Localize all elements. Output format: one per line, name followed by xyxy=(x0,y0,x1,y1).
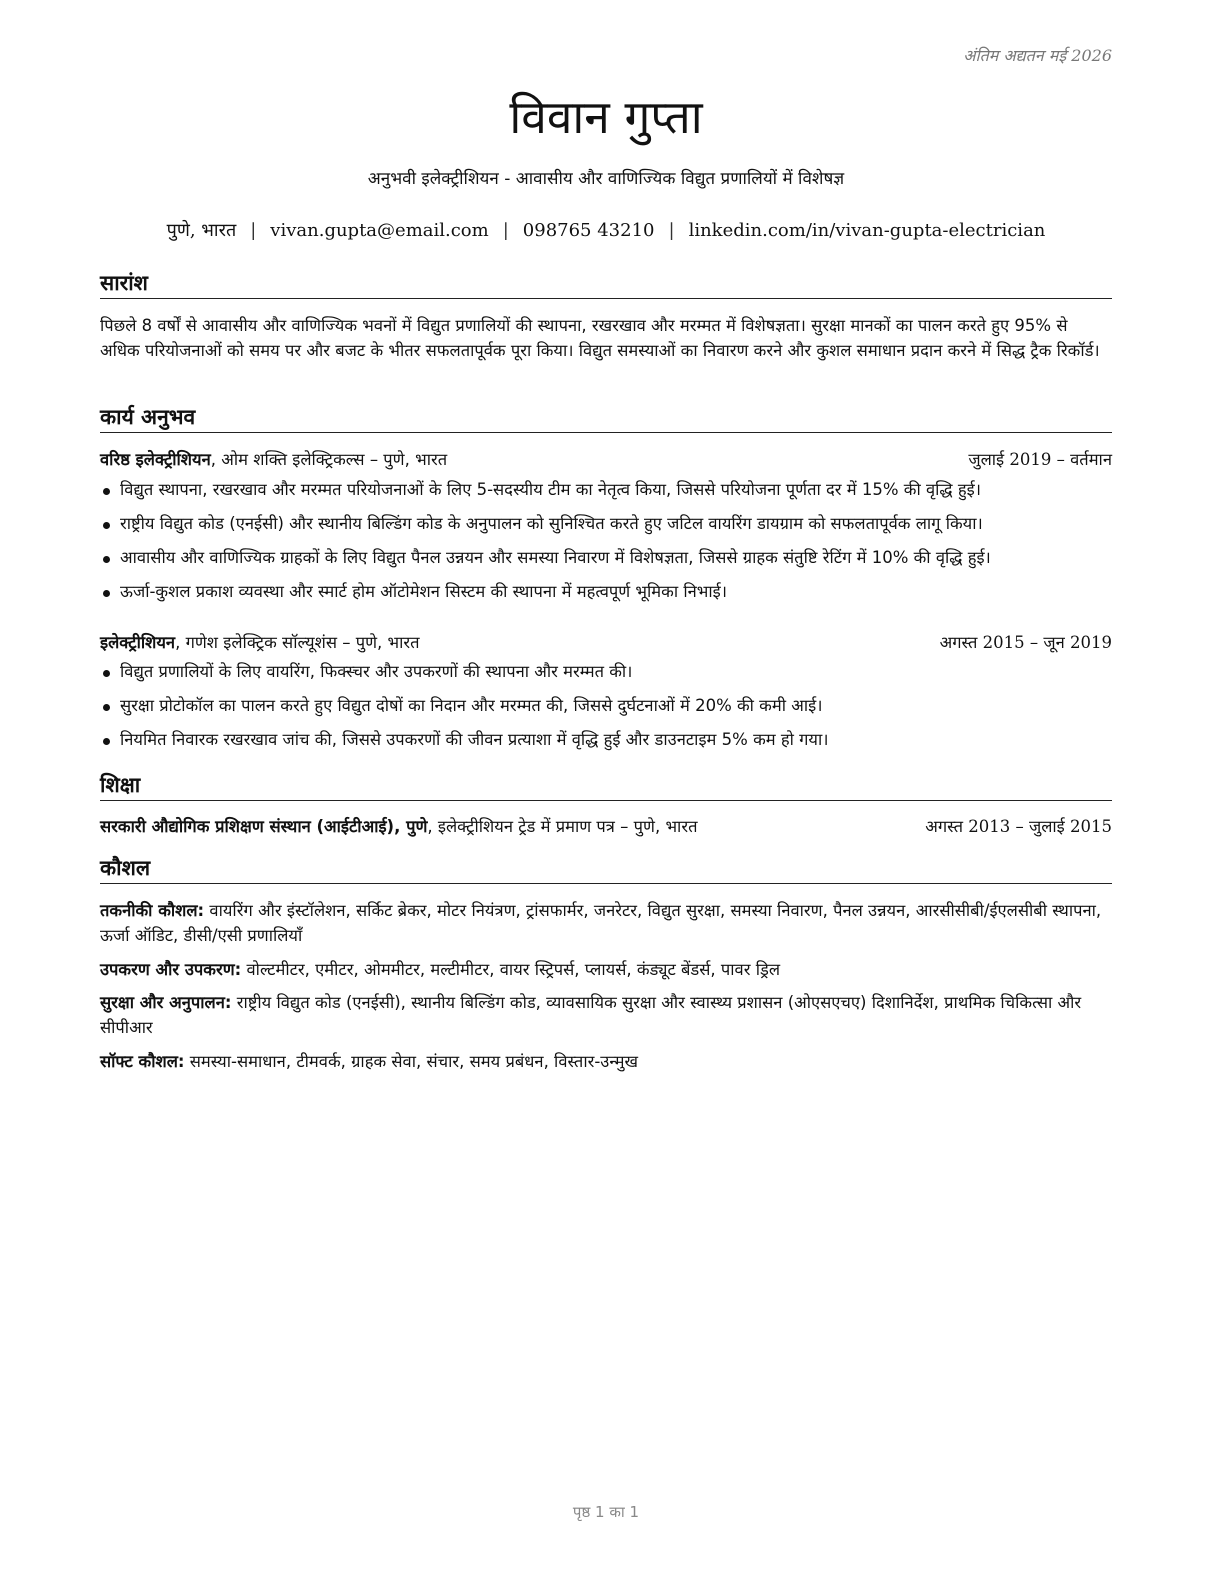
contact-location: पुणे, भारत xyxy=(166,220,237,241)
skill-group-tools xyxy=(100,957,1112,982)
contact-email[interactable]: vivan.gupta@email.com xyxy=(270,220,489,241)
list-item: ऊर्जा-कुशल प्रकाश व्यवस्था और स्मार्ट होम ऑटोमेशन सिस्टम की स्थापना में महत्वपूर्ण भूमिका निभाई। xyxy=(100,580,1112,604)
education-entry xyxy=(100,815,1112,839)
list-item: विद्युत स्थापना, रखरखाव और मरम्मत परियोजनाओं के लिए 5-सदस्यीय टीम का नेतृत्व किया, जिससे परियोजना पूर्णता दर में 15% की वृद्धि हुई। xyxy=(100,478,1112,502)
candidate-name: विवान गुप्ता xyxy=(509,90,703,144)
skill-group-technical xyxy=(100,898,1112,948)
list-item: नियमित निवारक रखरखाव जांच की, जिससे उपकरणों की जीवन प्रत्याशा में वृद्धि हुई और डाउनटाइम 5% कम हो गया। xyxy=(100,728,1112,752)
job-company: , ओम शक्ति इलेक्ट्रिकल्स – पुणे, भारत xyxy=(210,450,448,469)
education-line xyxy=(100,815,697,839)
skill-text: समस्या-समाधान, टीमवर्क, ग्राहक सेवा, संचार, समय प्रबंधन, विस्तार-उन्मुख xyxy=(184,1052,638,1071)
list-item: राष्ट्रीय विद्युत कोड (एनईसी) और स्थानीय बिल्डिंग कोड के अनुपालन को सुनिश्चित करते हुए जटिल वायरिंग डायग्राम को सफलतापूर्वक लागू किया। xyxy=(100,512,1112,536)
job-bullets xyxy=(100,478,1112,604)
contact-linkedin[interactable]: linkedin.com/in/vivan-gupta-electrician xyxy=(688,220,1046,241)
education-institution: सरकारी औद्योगिक प्रशिक्षण संस्थान (आईटीआई), पुणे xyxy=(100,817,428,836)
summary-text: पिछले 8 वर्षों से आवासीय और वाणिज्यिक भवनों में विद्युत प्रणालियों की स्थापना, रखरखाव और मरम्मत में विशेषज्ञता। सुरक्षा मानकों का पालन करते हुए 95% से अधिक परियोजनाओं को समय पर और बजट के भीतर सफलतापूर्वक पूरा किया। विद्युत समस्याओं का निवारण करने और कुशल समाधान प्रदान करने में सिद्ध ट्रैक रिकॉर्ड। xyxy=(100,316,1100,360)
education-detail: , इलेक्ट्रीशियन ट्रेड में प्रमाण पत्र – पुणे, भारत xyxy=(427,817,698,836)
last-updated: अंतिम अद्यतन मई 2026 xyxy=(963,46,1112,65)
contact-separator: | xyxy=(668,220,675,241)
job-title-line xyxy=(100,631,420,655)
job-header xyxy=(100,448,1112,472)
skills-heading: कौशल xyxy=(100,853,1112,884)
job-dates: अगस्त 2015 – जून 2019 xyxy=(939,633,1112,652)
contact-phone[interactable]: 098765 43210 xyxy=(522,220,655,241)
experience-heading: कार्य अनुभव xyxy=(100,402,1112,433)
skill-text: वायरिंग और इंस्टॉलेशन, सर्किट ब्रेकर, मोटर नियंत्रण, ट्रांसफार्मर, जनरेटर, विद्युत सुरक्षा, समस्या निवारण, पैनल उन्नयन, आरसीसीबी/ईएलसीबी स्थापना, ऊर्जा ऑडिट, डीसी/एसी प्रणालियाँ xyxy=(100,901,1102,945)
skill-text: राष्ट्रीय विद्युत कोड (एनईसी), स्थानीय बिल्डिंग कोड, व्यावसायिक सुरक्षा और स्वास्थ्य प्रशासन (ओएसएचए) दिशानिर्देश, प्राथमिक चिकित्सा और सीपीआर xyxy=(100,993,1082,1037)
summary-heading: सारांश xyxy=(100,268,1112,299)
skill-text: वोल्टमीटर, एमीटर, ओममीटर, मल्टीमीटर, वायर स्ट्रिपर्स, प्लायर्स, कंड्यूट बेंडर्स, पावर ड्रिल xyxy=(241,960,781,979)
skill-label: तकनीकी कौशल: xyxy=(100,901,205,920)
contact-separator: | xyxy=(250,220,257,241)
skill-label: उपकरण और उपकरण: xyxy=(100,960,242,979)
job-title-line xyxy=(100,448,447,472)
skill-label: सुरक्षा और अनुपालन: xyxy=(100,993,232,1012)
contact-line xyxy=(100,218,1112,242)
tagline: अनुभवी इलेक्ट्रीशियन - आवासीय और वाणिज्यिक विद्युत प्रणालियों में विशेषज्ञ xyxy=(367,169,845,189)
skill-label: सॉफ्ट कौशल: xyxy=(100,1052,185,1071)
list-item: विद्युत प्रणालियों के लिए वायरिंग, फिक्स्चर और उपकरणों की स्थापना और मरम्मत की। xyxy=(100,660,1112,684)
list-item: सुरक्षा प्रोटोकॉल का पालन करते हुए विद्युत दोषों का निदान और मरम्मत की, जिससे दुर्घटनाओं में 20% की कमी आई। xyxy=(100,694,1112,718)
job-bullets xyxy=(100,660,1112,752)
page-number: पृष्ठ 1 का 1 xyxy=(572,1503,640,1521)
job-company: , गणेश इलेक्ट्रिक सॉल्यूशंस – पुणे, भारत xyxy=(175,633,420,652)
contact-separator: | xyxy=(502,220,509,241)
list-item: आवासीय और वाणिज्यिक ग्राहकों के लिए विद्युत पैनल उन्नयन और समस्या निवारण में विशेषज्ञता, जिससे ग्राहक संतुष्टि रेटिंग में 10% की वृद्धि हुई। xyxy=(100,546,1112,570)
skill-group-soft xyxy=(100,1049,1112,1074)
job-role: इलेक्ट्रीशियन xyxy=(100,633,176,652)
job-role: वरिष्ठ इलेक्ट्रीशियन xyxy=(100,450,211,469)
education-heading: शिक्षा xyxy=(100,770,1112,801)
job-dates: जुलाई 2019 – वर्तमान xyxy=(968,450,1112,469)
education-dates: अगस्त 2013 – जुलाई 2015 xyxy=(925,817,1112,836)
job-header xyxy=(100,631,1112,655)
resume-page xyxy=(100,0,1112,1584)
skill-group-safety xyxy=(100,990,1112,1040)
